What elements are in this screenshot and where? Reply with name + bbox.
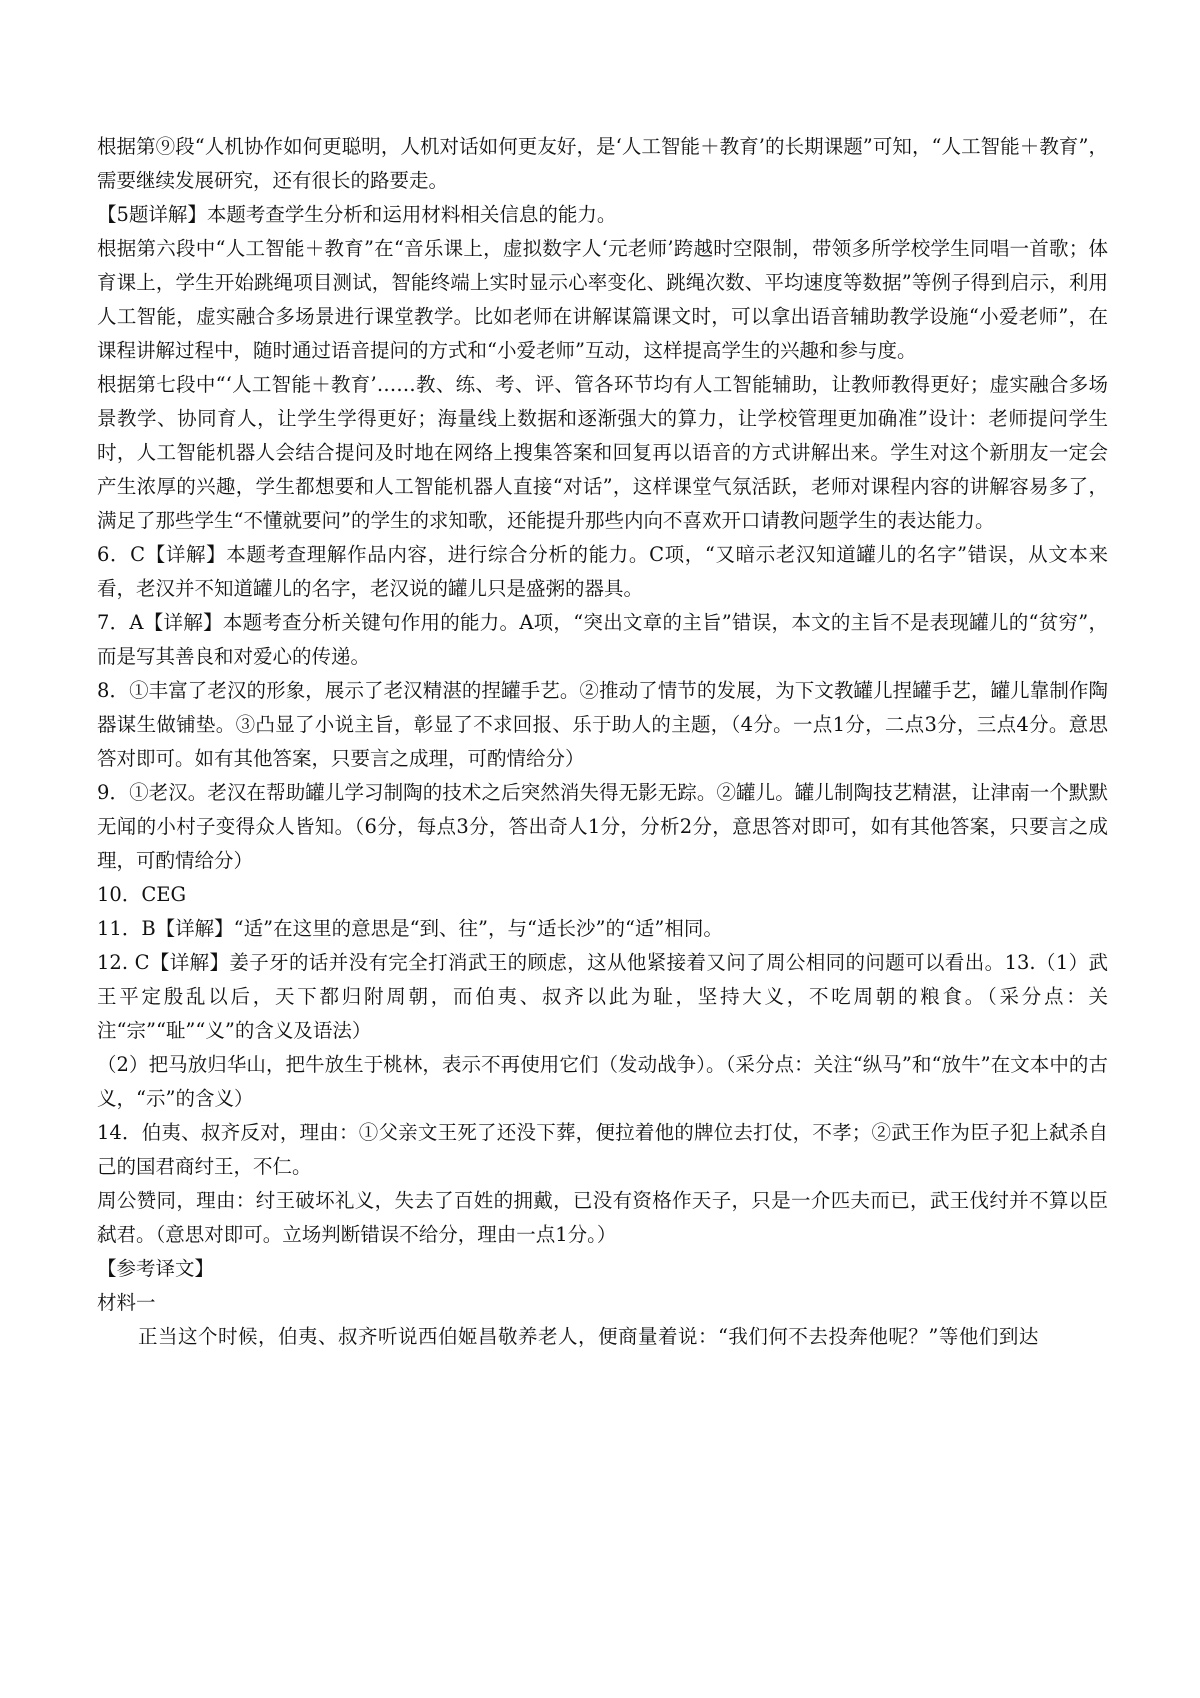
answer-paragraph-14: 周公赞同，理由：纣王破坏礼义，失去了百姓的拥戴，已没有资格作天子，只是一介匹夫而已，武王伐纣并不算以臣弑君。（意思对即可。立场判断错误不给分，理由一点1分。） (97, 1189, 1108, 1246)
answer-paragraph-4: 根据第七段中“‘人工智能＋教育’……教、练、考、评、管各环节均有人工智能辅助，让教师教得更好；虚实融合多场景教学、协同育人，让学生学得更好；海量线上数据和逐渐强大的算力，让学校管理更加确准”设计：老师提问学生时，人工智能机器人会结合提问及时地在网络上搜集答案和回复再以语音的方式讲解出来。学生对这个新朋友一定会产生浓厚的兴趣，学生都想要和人工智能机器人直接“对话”，这样课堂气氛活跃，老师对课程内容的讲解容易多了，满足了那些学生“不懂就要问”的学生的求知歌，还能提升那些内向不喜欢开口请教问题学生的表达能力。 (97, 373, 1108, 532)
translation-paragraph: 正当这个时候，伯夷、叔齐听说西伯姬昌敬养老人，便商量着说：“我们何不去投奔他呢？”等他们到达 (137, 1325, 1039, 1348)
answer-paragraph-9: 10．CEG (97, 883, 187, 906)
answer-paragraph-1: 根据第⑨段“人机协作如何更聪明，人机对话如何更友好，是‘人工智能＋教育’的长期课题”可知，“人工智能＋教育”，需要继续发展研究，还有很长的路要走。 (97, 135, 1108, 192)
answer-paragraph-11: 12. C【详解】姜子牙的话并没有完全打消武王的顾虑，这从他紧接着又问了周公相同的问题可以看出。13.（1）武王平定殷乱以后，天下都归附周朝，而伯夷、叔齐以此为耻，坚持大义，不吃周朝的粮食。（采分点：关注“宗”“耻”“义”的含义及语法） (97, 951, 1108, 1042)
section-heading: 【参考译文】 (97, 1257, 215, 1280)
answer-paragraph-6: 7．A【详解】本题考查分析关键句作用的能力。A项，“突出文章的主旨”错误，本文的主旨不是表现罐儿的“贫穷”，而是写其善良和对爱心的传递。 (97, 611, 1108, 668)
answer-paragraph-12: （2）把马放归华山，把牛放生于桃林，表示不再使用它们（发动战争）。（采分点：关注“纵马”和“放牛”在文本中的古义，“示”的含义） (97, 1053, 1108, 1110)
answer-paragraph-13: 14．伯夷、叔齐反对，理由：①父亲文王死了还没下葬，便拉着他的牌位去打仗，不孝；②武王作为臣子犯上弑杀自己的国君商纣王，不仁。 (97, 1121, 1108, 1178)
material-label: 材料一 (97, 1291, 156, 1314)
answer-paragraph-3: 根据第六段中“人工智能＋教育”在“音乐课上，虚拟数字人‘元老师’跨越时空限制，带领多所学校学生同唱一首歌；体育课上，学生开始跳绳项目测试，智能终端上实时显示心率变化、跳绳次数、平均速度等数据”等例子得到启示，利用人工智能，虚实融合多场景进行课堂教学。比如老师在讲解谋篇课文时，可以拿出语音辅助教学设施“小爱老师”，在课程讲解过程中，随时通过语音提问的方式和“小爱老师”互动，这样提高学生的兴趣和参与度。 (97, 237, 1108, 362)
answer-paragraph-7: 8．①丰富了老汉的形象，展示了老汉精湛的捏罐手艺。②推动了情节的发展，为下文教罐儿捏罐手艺，罐儿靠制作陶器谋生做铺垫。③凸显了小说主旨，彰显了不求回报、乐于助人的主题，（4分。一点1分，二点3分，三点4分。意思答对即可。如有其他答案，只要言之成理，可酌情给分） (97, 679, 1108, 770)
answer-paragraph-5: 6．C【详解】本题考查理解作品内容，进行综合分析的能力。C项，“又暗示老汉知道罐儿的名字”错误，从文本来看，老汉并不知道罐儿的名字，老汉说的罐儿只是盛粥的器具。 (97, 543, 1108, 600)
answer-paragraph-10: 11．B【详解】“适”在这里的意思是“到、往”，与“适长沙”的“适”相同。 (97, 917, 723, 940)
answer-paragraph-2: 【5题详解】本题考查学生分析和运用材料相关信息的能力。 (97, 203, 617, 226)
answer-paragraph-8: 9．①老汉。老汉在帮助罐儿学习制陶的技术之后突然消失得无影无踪。②罐儿。罐儿制陶技艺精湛，让津南一个默默无闻的小村子变得众人皆知。（6分，每点3分，答出奇人1分，分析2分，意思答对即可，如有其他答案，只要言之成理，可酌情给分） (97, 781, 1108, 872)
